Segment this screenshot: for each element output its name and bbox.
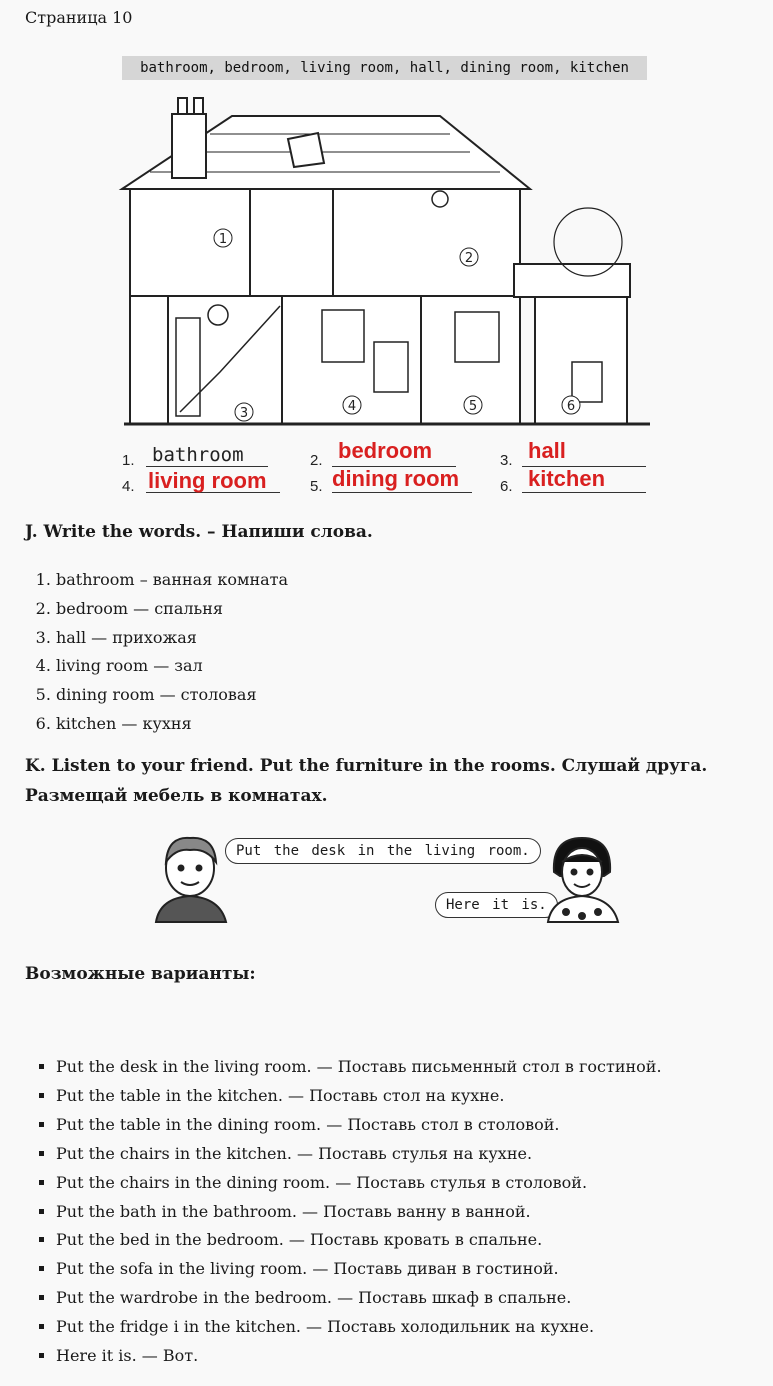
speech-bubble-boy: Put the desk in the living room.: [225, 838, 541, 864]
section-k-heading: K. Listen to your friend. Put the furniture in the rooms. Слушай друга.: [25, 756, 708, 776]
list-item: ▪ Put the table in the kitchen. — Поставь стол на кухне.: [56, 1082, 662, 1111]
boy-illustration: [150, 832, 230, 924]
girl-illustration: [540, 832, 624, 924]
answer-word-4: living room: [148, 468, 267, 493]
worksheet-image: bathroom, bedroom, living room, hall, dining room, kitchen 1 2 3 4 5 6 1. bathroom 2. bedroom 3. hall 4. living room 5. dining room 6. kitchen: [110, 52, 655, 502]
svg-text:2: 2: [464, 251, 474, 266]
answer-word-5: dining room: [332, 466, 460, 491]
word-bank: bathroom, bedroom, living room, hall, dining room, kitchen: [122, 56, 647, 80]
section-j-heading: J. Write the words. – Напиши слова.: [25, 522, 373, 542]
svg-text:3: 3: [239, 406, 249, 421]
room-number-2: [460, 248, 478, 266]
list-item: 1. bathroom – ванная комната: [56, 566, 288, 595]
variants-list: [28, 1053, 662, 1371]
answer-word-2: bedroom: [338, 438, 433, 463]
variants-heading: Возможные варианты:: [25, 964, 256, 984]
list-item: 6. kitchen — кухня: [56, 710, 288, 739]
list-item: ▪ Put the table in the dining room. — Поставь стол в столовой.: [56, 1111, 662, 1140]
house-illustration: [110, 92, 655, 487]
room-number-1: [214, 229, 232, 247]
room-number-3: [235, 403, 253, 421]
svg-text:6: 6: [566, 399, 576, 414]
list-item: ▪ Here it is. — Вот.: [56, 1342, 662, 1371]
list-item: ▪ Put the chairs in the kitchen. — Поставь стулья на кухне.: [56, 1140, 662, 1169]
speech-bubble-girl: Here it is.: [435, 892, 558, 918]
answer-word-3: hall: [528, 438, 566, 463]
section-k-heading-line2: Размещай мебель в комнатах.: [25, 786, 328, 806]
list-item: ▪ Put the chairs in the dining room. — Поставь стулья в столовой.: [56, 1169, 662, 1198]
list-item: 5. dining room — столовая: [56, 681, 288, 710]
room-number-4: [343, 396, 361, 414]
svg-text:1: 1: [218, 232, 228, 247]
svg-text:4: 4: [347, 399, 357, 414]
list-item: 2. bedroom — спальня: [56, 595, 288, 624]
list-item: ▪ Put the desk in the living room. — Поставь письменный стол в гостиной.: [56, 1053, 662, 1082]
room-number-6: [562, 396, 580, 414]
list-item: ▪ Put the fridge i in the kitchen. — Поставь холодильник на кухне.: [56, 1313, 662, 1342]
answer-word-1: bathroom: [152, 444, 244, 466]
list-item: 3. hall — прихожая: [56, 624, 288, 653]
room-number-5: [464, 396, 482, 414]
list-item: ▪ Put the sofa in the living room. — Поставь диван в гостиной.: [56, 1255, 662, 1284]
list-item: ▪ Put the wardrobe in the bedroom. — Поставь шкаф в спальне.: [56, 1284, 662, 1313]
page-number: Страница 10: [25, 8, 133, 27]
list-item: ▪ Put the bath in the bathroom. — Поставь ванну в ванной.: [56, 1198, 662, 1227]
svg-text:5: 5: [468, 399, 478, 414]
list-item: ▪ Put the bed in the bedroom. — Поставь кровать в спальне.: [56, 1226, 662, 1255]
dialog-illustration: [150, 830, 625, 925]
list-item: 4. living room — зал: [56, 652, 288, 681]
answer-word-6: kitchen: [528, 466, 606, 491]
section-j-list: [28, 566, 288, 739]
